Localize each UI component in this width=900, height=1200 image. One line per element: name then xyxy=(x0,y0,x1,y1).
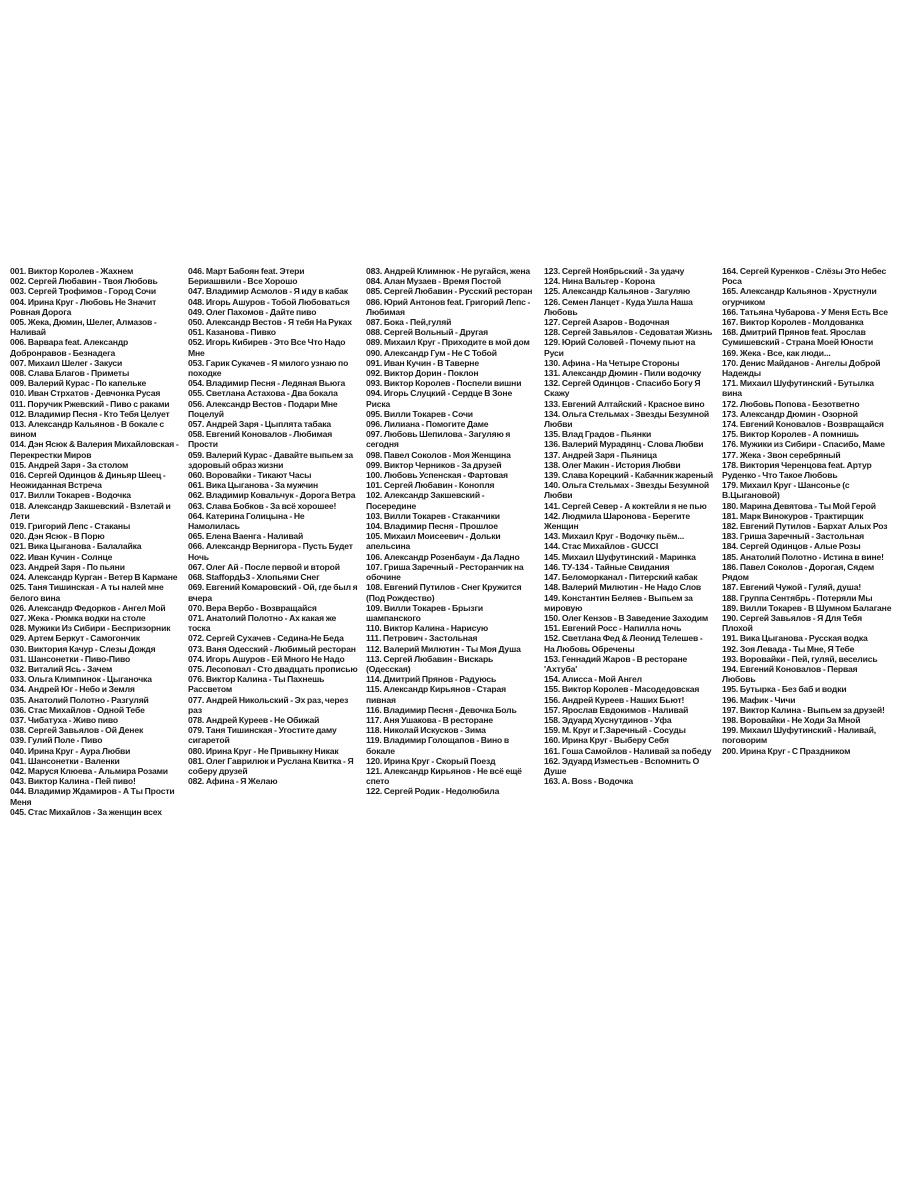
track-entry: 094. Игорь Слуцкий - Сердце В Зоне Риска xyxy=(366,388,513,409)
track-entry: 133. Евгений Алтайский - Красное вино xyxy=(544,398,705,409)
track-entry: 044. Владимир Ждамиров - А Ты Прости Меня xyxy=(10,786,175,807)
track-entry: 177. Жека - Звон серебряный xyxy=(722,449,841,460)
track-entry: 016. Сергей Одинцов & Диньяр Шеец - Неожиданная Встреча xyxy=(10,470,166,491)
track-entry: 183. Гриша Заречный - Застольная xyxy=(722,531,864,542)
track-entry: 182. Евгений Путилов - Бархат Алых Роз xyxy=(722,521,888,532)
track-entry: 170. Денис Майданов - Ангелы Доброй Надежды xyxy=(722,357,881,379)
track-entry: 142. Людмила Шаронова - Берегите Женщин xyxy=(544,510,691,532)
track-entry: 196. Мафик - Чичи xyxy=(722,694,796,705)
track-entry: 112. Валерий Милютин - Ты Моя Душа xyxy=(366,643,521,654)
track-entry: 193. Воровайки - Пей, гуляй, веселись xyxy=(722,653,878,664)
track-entry: 002. Сергей Любавин - Твоя Любовь xyxy=(10,276,158,287)
track-entry: 138. Олег Макин - История Любви xyxy=(544,459,681,470)
track-entry: 072. Сергей Сухачев - Седина-Не Беда xyxy=(188,633,344,644)
track-entry: 057. Андрей Заря - Цыплята табака xyxy=(188,419,331,430)
track-entry: 084. Алан Музаев - Время Постой xyxy=(366,276,502,287)
track-entry: 168. Дмитрий Прянов feat. Ярослав Сумишевский - Страна Моей Юности xyxy=(722,327,874,348)
track-entry: 116. Владимир Песня - Девочка Боль xyxy=(366,704,517,715)
track-entry: 150. Олег Кензов - В Заведение Заходим xyxy=(544,612,709,623)
track-entry: 199. Михаил Шуфутинский - Наливай, поговорим xyxy=(722,725,877,746)
track-entry: 118. Николай Искусков - Зима xyxy=(366,725,486,736)
track-entry: 077. Андрей Никольский - Эх раз, через раз xyxy=(188,694,349,715)
track-entry: 176. Мужики из Сибири - Спасибо, Маме xyxy=(722,439,885,450)
track-entry: 029. Артем Беркут - Самогончик xyxy=(10,633,140,644)
track-entry: 134. Ольга Стельмах - Звезды Безумной Любви xyxy=(544,408,710,430)
track-entry: 122. Сергей Родик - Недолюбила xyxy=(366,786,500,797)
track-entry: 129. Юрий Соловей - Почему пьют на Руси xyxy=(544,337,696,358)
track-entry: 186. Павел Соколов - Дорогая, Сядем Рядом xyxy=(722,561,875,583)
tracklist-column-3 xyxy=(366,266,536,936)
track-entry: 155. Виктор Королев - Масодедовская xyxy=(544,684,700,695)
track-entry: 018. Александр Закшевский - Взлетай и Лети xyxy=(10,500,171,521)
tracklist-column-5 xyxy=(722,266,892,936)
track-entry: 178. Виктория Черенцова feat. Артур Руденко - Что Такое Любовь xyxy=(722,459,872,481)
track-entry: 098. Павел Соколов - Моя Женщина xyxy=(366,449,511,460)
track-entry: 105. Михаил Моисеевич - Дольки апельсина xyxy=(366,531,501,552)
track-entry: 069. Евгений Комаровский - Ой, где был я вчера xyxy=(188,582,358,603)
track-entry: 154. Алисса - Мой Ангел xyxy=(544,674,642,685)
tracklist-column-2 xyxy=(188,266,358,936)
track-entry: 083. Андрей Климнюк - Не ругайся, жена xyxy=(366,266,531,276)
track-entry: 031. Шансонетки - Пиво-Пиво xyxy=(10,653,131,664)
track-entry: 126. Семен Ланцет - Куда Ушла Наша Любовь xyxy=(544,296,693,317)
track-entry: 065. Елена Ваенга - Наливай xyxy=(188,531,304,542)
track-entry: 014. Дэн Ясюк & Валерия Михайловская - Перекрестки Миров xyxy=(10,439,179,460)
track-entry: 075. Лесоповал - Сто двадцать прописью xyxy=(188,663,358,674)
track-entry: 011. Поручик Ржевский - Пиво с раками xyxy=(10,398,170,409)
track-entry: 198. Воровайки - Не Ходи За Мной xyxy=(722,714,861,725)
track-entry: 034. Андрей Юг - Небо и Земля xyxy=(10,684,135,695)
track-entry: 004. Ирина Круг - Любовь Не Значит Ровная Дорога xyxy=(10,296,157,317)
track-entry: 082. Афина - Я Желаю xyxy=(188,776,278,787)
track-entry: 087. Бока - Пей,гуляй xyxy=(366,317,452,328)
track-entry: 189. Вилли Токарев - В Шумном Балагане xyxy=(722,602,892,613)
track-entry: 040. Ирина Круг - Аура Любви xyxy=(10,745,131,756)
track-entry: 139. Слава Корецкий - Кабачник жареный xyxy=(544,470,713,481)
track-entry: 019. Григорий Лепс - Стаканы xyxy=(10,521,131,532)
track-entry: 153. Геннадий Жаров - В ресторане 'Ахтуба' xyxy=(544,653,688,674)
track-entry: 066. Александр Вернигора - Пусть Будет Ночь xyxy=(188,541,353,562)
track-entry: 101. Сергей Любавин - Конопля xyxy=(366,480,495,491)
track-entry: 071. Анатолий Полотно - Ах какая же тоска xyxy=(188,612,337,634)
track-entry: 160. Ирина Круг - Выберу Себя xyxy=(544,735,669,746)
track-entry: 146. ТУ-134 - Тайные Свидания xyxy=(544,561,670,572)
track-entry: 006. Варвара feat. Александр Добронравов - Безнадега xyxy=(10,337,129,358)
track-entry: 074. Игорь Ашуров - Ей Много Не Надо xyxy=(188,653,345,664)
track-entry: 137. Андрей Заря - Пьяница xyxy=(544,449,657,460)
track-entry: 030. Виктория Качур - Слезы Дождя xyxy=(10,643,156,654)
track-entry: 130. Афина - На Четыре Стороны xyxy=(544,357,680,368)
track-entry: 156. Андрей Куреев - Наших Бьют! xyxy=(544,694,685,705)
track-entry: 181. Марк Винокуров - Трактирщик xyxy=(722,510,864,521)
track-entry: 001. Виктор Королев - Жахнем xyxy=(10,266,134,276)
track-entry: 024. Александр Курган - Ветер В Кармане xyxy=(10,572,178,583)
track-entry: 171. Михаил Шуфутинский - Бутылка вина xyxy=(722,378,874,399)
track-entry: 062. Владимир Ковальчук - Дорога Ветра xyxy=(188,490,356,501)
track-entry: 151. Евгений Росс - Напилла ночь xyxy=(544,623,682,634)
track-entry: 025. Таня Тишинская - А ты налей мне белого вина xyxy=(10,582,164,603)
track-entry: 059. Валерий Курас - Давайте выпьем за здоровый образ жизни xyxy=(188,449,354,470)
track-entry: 169. Жека - Все, как люди... xyxy=(722,347,831,358)
track-entry: 111. Петрович - Застольная xyxy=(366,633,478,644)
track-entry: 022. Иван Кучин - Солнце xyxy=(10,551,113,562)
track-entry: 143. Михаил Круг - Водочку пьём... xyxy=(544,531,685,542)
track-entry: 145. Михаил Шуфутинский - Маринка xyxy=(544,551,696,562)
track-entry: 195. Бутырка - Без баб и водки xyxy=(722,684,847,695)
tracklist-sheet xyxy=(10,266,896,936)
track-entry: 119. Владимир Голощапов - Вино в бокале xyxy=(366,735,509,756)
track-entry: 056. Александр Вестов - Подари Мне Поцелуй xyxy=(188,398,338,419)
track-entry: 200. Ирина Круг - С Праздником xyxy=(722,745,851,756)
track-entry: 021. Вика Цыганова - Балалайка xyxy=(10,541,142,552)
track-entry: 191. Вика Цыганова - Русская водка xyxy=(722,633,868,644)
track-entry: 107. Гриша Заречный - Ресторанчик на обочине xyxy=(366,561,524,583)
track-entry: 015. Андрей Заря - За столом xyxy=(10,459,129,470)
track-entry: 161. Гоша Самойлов - Наливай за победу xyxy=(544,745,712,756)
tracklist-column-1 xyxy=(10,266,180,936)
track-entry: 009. Валерий Курас - По капельке xyxy=(10,378,147,389)
track-entry: 163. A. Boss - Водочка xyxy=(544,776,634,787)
track-entry: 032. Виталий Ясь - Зачем xyxy=(10,663,113,674)
track-entry: 081. Олег Гаврилюк и Руслана Квитка - Я соберу друзей xyxy=(188,755,354,776)
track-entry: 017. Вилли Токарев - Водочка xyxy=(10,490,131,501)
track-entry: 048. Игорь Ашуров - Тобой Любоваться xyxy=(188,296,350,307)
track-entry: 127. Сергей Азаров - Водочная xyxy=(544,317,670,328)
track-entry: 049. Олег Пахомов - Дайте пиво xyxy=(188,306,317,317)
track-entry: 165. Александр Кальянов - Хрустнули огурчиком xyxy=(722,286,877,307)
track-entry: 132. Сергей Одинцов - Спасибо Богу Я Скажу xyxy=(544,378,701,399)
track-entry: 185. Анатолий Полотно - Истина в вине! xyxy=(722,551,884,562)
track-entry: 079. Таня Тишинская - Угостите даму сигаретой xyxy=(188,725,337,746)
track-entry: 054. Владимир Песня - Ледяная Вьюга xyxy=(188,378,346,389)
track-entry: 086. Юрий Антонов feat. Григорий Лепс - Любимая xyxy=(366,296,531,317)
track-entry: 131. Александр Дюмин - Пили водочку xyxy=(544,368,702,379)
track-entry: 060. Воровайки - Тикают Часы xyxy=(188,470,312,481)
track-entry: 124. Нина Вальтер - Корона xyxy=(544,276,655,287)
track-entry: 179. Михаил Круг - Шансонье (с В.Цыгановой) xyxy=(722,480,850,501)
track-entry: 106. Александр Розенбаум - Да Ладно xyxy=(366,551,520,562)
track-entry: 046. Март Бабоян feat. Этери Бериашвили - Все Хорошо xyxy=(188,266,305,287)
track-entry: 114. Дмитрий Прянов - Радуюсь xyxy=(366,674,497,685)
track-entry: 102. Александр Закшевский - Посередине xyxy=(366,490,485,511)
track-entry: 184. Сергей Одинцов - Алые Розы xyxy=(722,541,861,552)
track-entry: 174. Евгений Коновалов - Возвращайся xyxy=(722,419,884,430)
track-entry: 080. Ирина Круг - Не Привыкну Никак xyxy=(188,745,339,756)
track-entry: 103. Вилли Токарев - Стаканчики xyxy=(366,510,500,521)
track-entry: 149. Константин Беляев - Выпьем за мировую xyxy=(544,592,693,613)
track-entry: 095. Вилли Токарев - Сочи xyxy=(366,408,473,419)
track-entry: 026. Александр Федорков - Ангел Мой xyxy=(10,602,166,613)
track-entry: 152. Светлана Фед & Леонид Телешев - На Любовь Обречены xyxy=(544,633,703,654)
track-entry: 052. Игорь Кибирев - Это Все Что Надо Мне xyxy=(188,337,346,358)
track-entry: 093. Виктор Королев - Поспели вишни xyxy=(366,378,522,389)
track-entry: 117. Аня Ушакова - В ресторане xyxy=(366,714,494,725)
track-entry: 023. Андрей Заря - По пьяни xyxy=(10,561,125,572)
track-entry: 045. Стас Михайлов - За женщин всех xyxy=(10,806,162,817)
track-entry: 187. Евгений Чужой - Гуляй, душа! xyxy=(722,582,862,593)
track-entry: 148. Валерий Милютин - Не Надо Слов xyxy=(544,582,702,593)
track-entry: 166. Татьяна Чубарова - У Меня Есть Все xyxy=(722,306,888,317)
track-entry: 005. Жека, Дюмин, Шелег, Алмазов - Наливай xyxy=(10,317,157,338)
track-entry: 121. Александр Кирьянов - Не всё ещё спето xyxy=(366,765,522,787)
track-entry: 039. Гулий Поле - Пиво xyxy=(10,735,103,746)
track-entry: 035. Анатолий Полотно - Разгуляй xyxy=(10,694,149,705)
track-entry: 188. Группа Сентябрь - Потеряли Мы xyxy=(722,592,873,603)
track-entry: 147. Беломорканал - Питерский кабак xyxy=(544,572,698,583)
track-entry: 123. Сергей Ноябрьский - За удачу xyxy=(544,266,685,276)
track-entry: 190. Сергей Завьялов - Я Для Тебя Плохой xyxy=(722,612,862,634)
track-entry: 050. Александр Вестов - Я тебя На Руках xyxy=(188,317,352,328)
track-entry: 047. Владимир Асмолов - Я иду в кабак xyxy=(188,286,348,297)
track-entry: 099. Виктор Черников - За друзей xyxy=(366,459,502,470)
track-entry: 104. Владимир Песня - Прошлое xyxy=(366,521,498,532)
track-entry: 055. Светлана Астахова - Два бокала xyxy=(188,388,338,399)
track-entry: 194. Евгений Коновалов - Первая Любовь xyxy=(722,663,858,685)
track-entry: 073. Ваня Одесский - Любимый ресторан xyxy=(188,643,356,654)
track-entry: 058. Евгений Коновалов - Любимая Прости xyxy=(188,429,333,450)
track-entry: 141. Сергей Север - А коктейли я не пью xyxy=(544,500,707,511)
track-entry: 162. Эдуард Изместьев - Вспомнить О Душе xyxy=(544,755,700,776)
track-entry: 120. Ирина Круг - Скорый Поезд xyxy=(366,755,496,766)
track-entry: 067. Олег Ай - После первой и второй xyxy=(188,561,340,572)
track-entry: 128. Сергей Завьялов - Седоватая Жизнь xyxy=(544,327,713,338)
track-entry: 076. Виктор Калина - Ты Пахнешь Рассветом xyxy=(188,674,325,695)
track-entry: 027. Жека - Рюмка водки на столе xyxy=(10,612,146,623)
track-entry: 041. Шансонетки - Валенки xyxy=(10,755,120,766)
track-entry: 085. Сергей Любавин - Русский ресторан xyxy=(366,286,533,297)
track-entry: 197. Виктор Калина - Выпьем за друзей! xyxy=(722,704,885,715)
track-entry: 113. Сергей Любавин - Вискарь (Одесская) xyxy=(366,653,494,674)
track-entry: 008. Слава Благов - Приметы xyxy=(10,368,130,379)
track-entry: 172. Любовь Попова - Безответно xyxy=(722,398,860,409)
track-entry: 028. Мужики Из Сибири - Беспризорник xyxy=(10,623,171,634)
track-entry: 038. Сергей Завьялов - Ой Денек xyxy=(10,725,144,736)
track-entry: 125. Александр Кальянов - Загуляю xyxy=(544,286,691,297)
track-entry: 110. Виктор Калина - Нарисую xyxy=(366,623,489,634)
track-entry: 097. Любовь Шепилова - Загуляю я сегодня xyxy=(366,429,511,450)
tracklist-column-4 xyxy=(544,266,714,936)
track-entry: 037. Чибатуха - Живо пиво xyxy=(10,714,119,725)
track-entry: 036. Стас Михайлов - Одной Тебе xyxy=(10,704,145,715)
track-entry: 051. Казанова - Пивко xyxy=(188,327,276,338)
track-entry: 108. Евгений Путилов - Снег Кружится (Под Рождество) xyxy=(366,582,522,603)
track-entry: 068. StaffордЬ3 - Хлопьями Снег xyxy=(188,572,320,583)
track-entry: 007. Михаил Шелег - Закуси xyxy=(10,357,123,368)
track-entry: 173. Александр Дюмин - Озорной xyxy=(722,408,858,419)
track-entry: 164. Сергей Куренков - Слёзы Это Небес Роса xyxy=(722,266,887,287)
track-entry: 064. Катерина Голицына - Не Намолилась xyxy=(188,510,305,532)
track-entry: 013. Александр Кальянов - В бокале с вином xyxy=(10,419,164,440)
track-entry: 157. Ярослав Евдокимов - Наливай xyxy=(544,704,689,715)
track-entry: 144. Стас Михайлов - GUCCI xyxy=(544,541,659,552)
track-entry: 136. Валерий Мурадянц - Слова Любви xyxy=(544,439,704,450)
track-entry: 092. Виктор Дорин - Поклон xyxy=(366,368,479,379)
track-entry: 158. Эдуард Хуснутдинов - Уфа xyxy=(544,714,672,725)
track-entry: 135. Влад Градов - Пьянки xyxy=(544,429,652,440)
track-entry: 159. М. Круг и Г.Заречный - Сосуды xyxy=(544,725,686,736)
track-entry: 096. Лилиана - Помогите Даме xyxy=(366,419,489,430)
track-entry: 033. Ольга Климпинок - Цыганочка xyxy=(10,674,152,685)
track-entry: 063. Слава Бобков - За всё хорошее! xyxy=(188,500,337,511)
track-entry: 042. Маруся Клюева - Альмира Розами xyxy=(10,765,168,776)
track-entry: 078. Андрей Куреев - Не Обижай xyxy=(188,714,320,725)
track-entry: 115. Александр Кирьянов - Старая пивная xyxy=(366,684,506,705)
track-entry: 109. Вилли Токарев - Брызги шампанского xyxy=(366,602,484,623)
track-entry: 010. Иван Стрхатов - Девчонка Русая xyxy=(10,388,161,399)
track-entry: 180. Марина Девятова - Ты Мой Герой xyxy=(722,500,876,511)
track-entry: 090. Александр Гум - Не С Тобой xyxy=(366,347,497,358)
track-entry: 043. Виктор Калина - Пей пиво! xyxy=(10,776,136,787)
track-entry: 061. Вика Цыганова - За мужчин xyxy=(188,480,319,491)
track-entry: 100. Любовь Успенская - Фартовая xyxy=(366,470,508,481)
track-entry: 053. Гарик Сукачев - Я милого узнаю по походке xyxy=(188,357,349,379)
track-entry: 003. Сергей Трофимов - Город Сочи xyxy=(10,286,156,297)
track-entry: 167. Виктор Королев - Молдованка xyxy=(722,317,864,328)
track-entry: 088. Сергей Вольный - Другая xyxy=(366,327,489,338)
track-entry: 140. Ольга Стельмах - Звезды Безумной Любви xyxy=(544,480,710,501)
track-entry: 175. Виктор Королев - А помнишь xyxy=(722,429,859,440)
track-entry: 192. Зоя Левада - Ты Мне, Я Тебе xyxy=(722,643,855,654)
track-entry: 012. Владимир Песня - Кто Тебя Целует xyxy=(10,408,170,419)
track-entry: 091. Иван Кучин - В Таверне xyxy=(366,357,479,368)
track-entry: 070. Вера Вербо - Возвращайся xyxy=(188,602,317,613)
track-entry: 089. Михаил Круг - Приходите в мой дом xyxy=(366,337,530,348)
track-entry: 020. Дэн Ясюк - В Порю xyxy=(10,531,105,542)
